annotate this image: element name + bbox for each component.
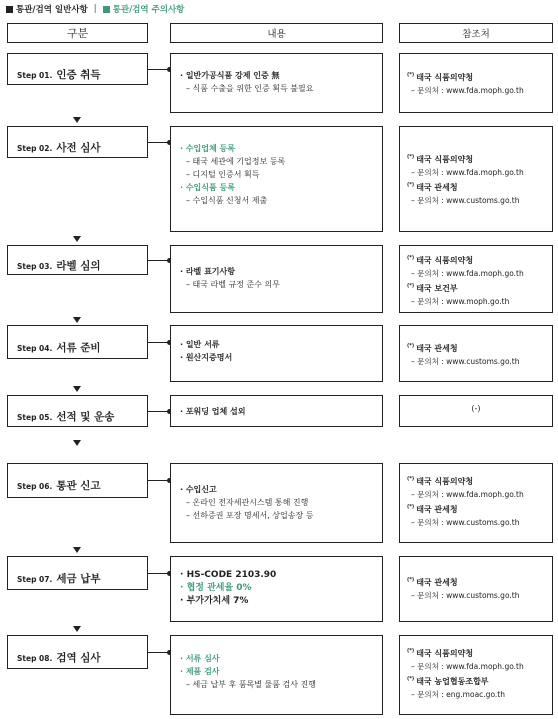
step-connector bbox=[148, 480, 170, 481]
step-connector bbox=[148, 69, 170, 70]
ref-line: (*) 태국 관세청 bbox=[407, 504, 458, 514]
content-line: · 협정 관세율 0% bbox=[180, 583, 252, 593]
ref-line: (*) 태국 보건부 bbox=[407, 283, 458, 293]
step-03-ref bbox=[399, 245, 553, 313]
step-05-ref: (-) bbox=[399, 395, 553, 427]
ref-line: (*) 태국 식품의약청 bbox=[407, 476, 474, 486]
content-line: – 디지털 인증서 획득 bbox=[186, 170, 260, 179]
step-label: Step 04. 서류 준비 bbox=[17, 342, 101, 354]
step-05-box bbox=[7, 395, 148, 427]
step-02-ref bbox=[399, 126, 553, 232]
step-04-ref bbox=[399, 325, 553, 382]
content-item: · 일반가공식품 강제 인증 無 bbox=[180, 71, 280, 80]
step-06-ref bbox=[399, 463, 553, 543]
content-line: · 일반 서류 bbox=[180, 340, 220, 349]
content-subitem: – 식품 수출을 위한 인증 획득 불필요 bbox=[186, 84, 314, 93]
ref-line: – 문의처 : www.customs.go.th bbox=[411, 196, 520, 205]
down-arrow-icon bbox=[73, 440, 81, 446]
ref-line: – 문의처 : www.customs.go.th bbox=[411, 518, 520, 527]
content-line: · 원산지증명서 bbox=[180, 353, 233, 362]
step-label: Step 06. 통관 신고 bbox=[17, 480, 101, 492]
down-arrow-icon bbox=[73, 547, 81, 553]
step-08-content bbox=[170, 635, 383, 715]
down-arrow-icon bbox=[73, 236, 81, 242]
down-arrow-icon bbox=[73, 317, 81, 323]
step-05-content bbox=[170, 395, 383, 427]
ref-line: (*) 태국 식품의약청 bbox=[407, 255, 474, 265]
step-07-box bbox=[7, 556, 148, 590]
content-line: · 라벨 표기사항 bbox=[180, 267, 235, 276]
step-06-content bbox=[170, 463, 383, 543]
ref-line: (*) 태국 농업협동조합부 bbox=[407, 676, 489, 686]
ref-line: – 문의처 : www.moph.go.th bbox=[411, 297, 510, 306]
ref-line: – 문의처 : www.customs.go.th bbox=[411, 591, 520, 600]
ref-line: – 문의처 : eng.moac.go.th bbox=[411, 690, 505, 699]
step-08-box bbox=[7, 635, 148, 669]
nav-general-link[interactable]: 통관/검역 일반사항 bbox=[16, 5, 88, 15]
ref-line: – 문의처 : www.customs.go.th bbox=[411, 357, 520, 366]
down-arrow-icon bbox=[73, 117, 81, 123]
step-connector bbox=[148, 260, 170, 261]
step-02-box bbox=[7, 126, 148, 158]
nav-separator: | bbox=[93, 4, 97, 14]
step-01-box bbox=[7, 53, 148, 85]
header-content: 내용 bbox=[170, 23, 383, 43]
ref-line: (*) 태국 식품의약청 bbox=[407, 154, 474, 164]
step-03-box bbox=[7, 245, 148, 275]
step-connector bbox=[148, 342, 170, 343]
step-08-ref bbox=[399, 635, 553, 715]
step-connector bbox=[148, 652, 170, 653]
step-label: Step 01. 인증 취득 bbox=[17, 69, 101, 81]
content-line: · HS-CODE 2103.90 bbox=[180, 570, 277, 580]
ref-line: (*) 태국 식품의약청 bbox=[407, 72, 474, 82]
step-07-content bbox=[170, 556, 383, 622]
content-line: – 온라인 전자세관시스템 통해 진행 bbox=[186, 498, 309, 507]
step-04-content bbox=[170, 325, 383, 382]
content-line: – 수입식품 신청서 제출 bbox=[186, 196, 268, 205]
content-line: · 수입신고 bbox=[180, 485, 217, 494]
ref-line: – 문의처 : www.fda.moph.go.th bbox=[411, 662, 524, 671]
step-connector bbox=[148, 142, 170, 143]
step-01-content bbox=[170, 53, 383, 113]
step-label: Step 05. 선적 및 운송 bbox=[17, 411, 115, 423]
step-01-ref bbox=[399, 53, 553, 113]
ref-line: – 문의처 : www.fda.moph.go.th bbox=[411, 86, 524, 95]
breadcrumb-nav bbox=[6, 3, 184, 15]
ref-line: (*) 태국 식품의약청 bbox=[407, 648, 474, 658]
square-bullet-icon bbox=[6, 6, 13, 13]
ref-line: (*) 태국 관세청 bbox=[407, 182, 458, 192]
content-line: · 포워딩 업체 섭외 bbox=[180, 407, 246, 416]
content-line: – 선하증권 포장 명세서, 상업송장 등 bbox=[186, 511, 314, 520]
content-line: · 서류 심사 bbox=[180, 654, 220, 663]
content-line: · 부가가치세 7% bbox=[180, 596, 249, 606]
ref-line: – 문의처 : www.fda.moph.go.th bbox=[411, 168, 524, 177]
step-label: Step 08. 검역 심사 bbox=[17, 652, 101, 664]
step-label: Step 07. 세금 납부 bbox=[17, 573, 101, 585]
step-03-content bbox=[170, 245, 383, 313]
step-label: Step 03. 라벨 심의 bbox=[17, 260, 101, 272]
header-step: 구분 bbox=[7, 23, 148, 43]
down-arrow-icon bbox=[73, 626, 81, 632]
ref-line: (*) 태국 관세청 bbox=[407, 577, 458, 587]
ref-line: – 문의처 : www.fda.moph.go.th bbox=[411, 490, 524, 499]
header-ref: 참조처 bbox=[399, 23, 553, 43]
content-line: – 태국 라벨 규정 준수 의무 bbox=[186, 280, 280, 289]
down-arrow-icon bbox=[73, 386, 81, 392]
content-line: – 태국 세관에 기업정보 등록 bbox=[186, 157, 286, 166]
square-bullet-icon bbox=[103, 6, 110, 13]
content-line: – 세금 납부 후 품목별 물품 검사 진행 bbox=[186, 680, 316, 689]
step-06-box bbox=[7, 463, 148, 498]
step-label: Step 02. 사전 심사 bbox=[17, 142, 101, 154]
step-connector bbox=[148, 573, 170, 574]
step-02-content bbox=[170, 126, 383, 232]
content-line: · 수입업체 등록 bbox=[180, 144, 235, 153]
step-04-box bbox=[7, 325, 148, 359]
content-line: · 수입식품 등록 bbox=[180, 183, 235, 192]
ref-line: (*) 태국 관세청 bbox=[407, 343, 458, 353]
content-line: · 제품 검사 bbox=[180, 667, 220, 676]
ref-line: – 문의처 : www.fda.moph.go.th bbox=[411, 269, 524, 278]
nav-caution-link[interactable]: 통관/검역 주의사항 bbox=[112, 5, 185, 15]
step-07-ref bbox=[399, 556, 553, 622]
step-connector bbox=[148, 411, 170, 412]
